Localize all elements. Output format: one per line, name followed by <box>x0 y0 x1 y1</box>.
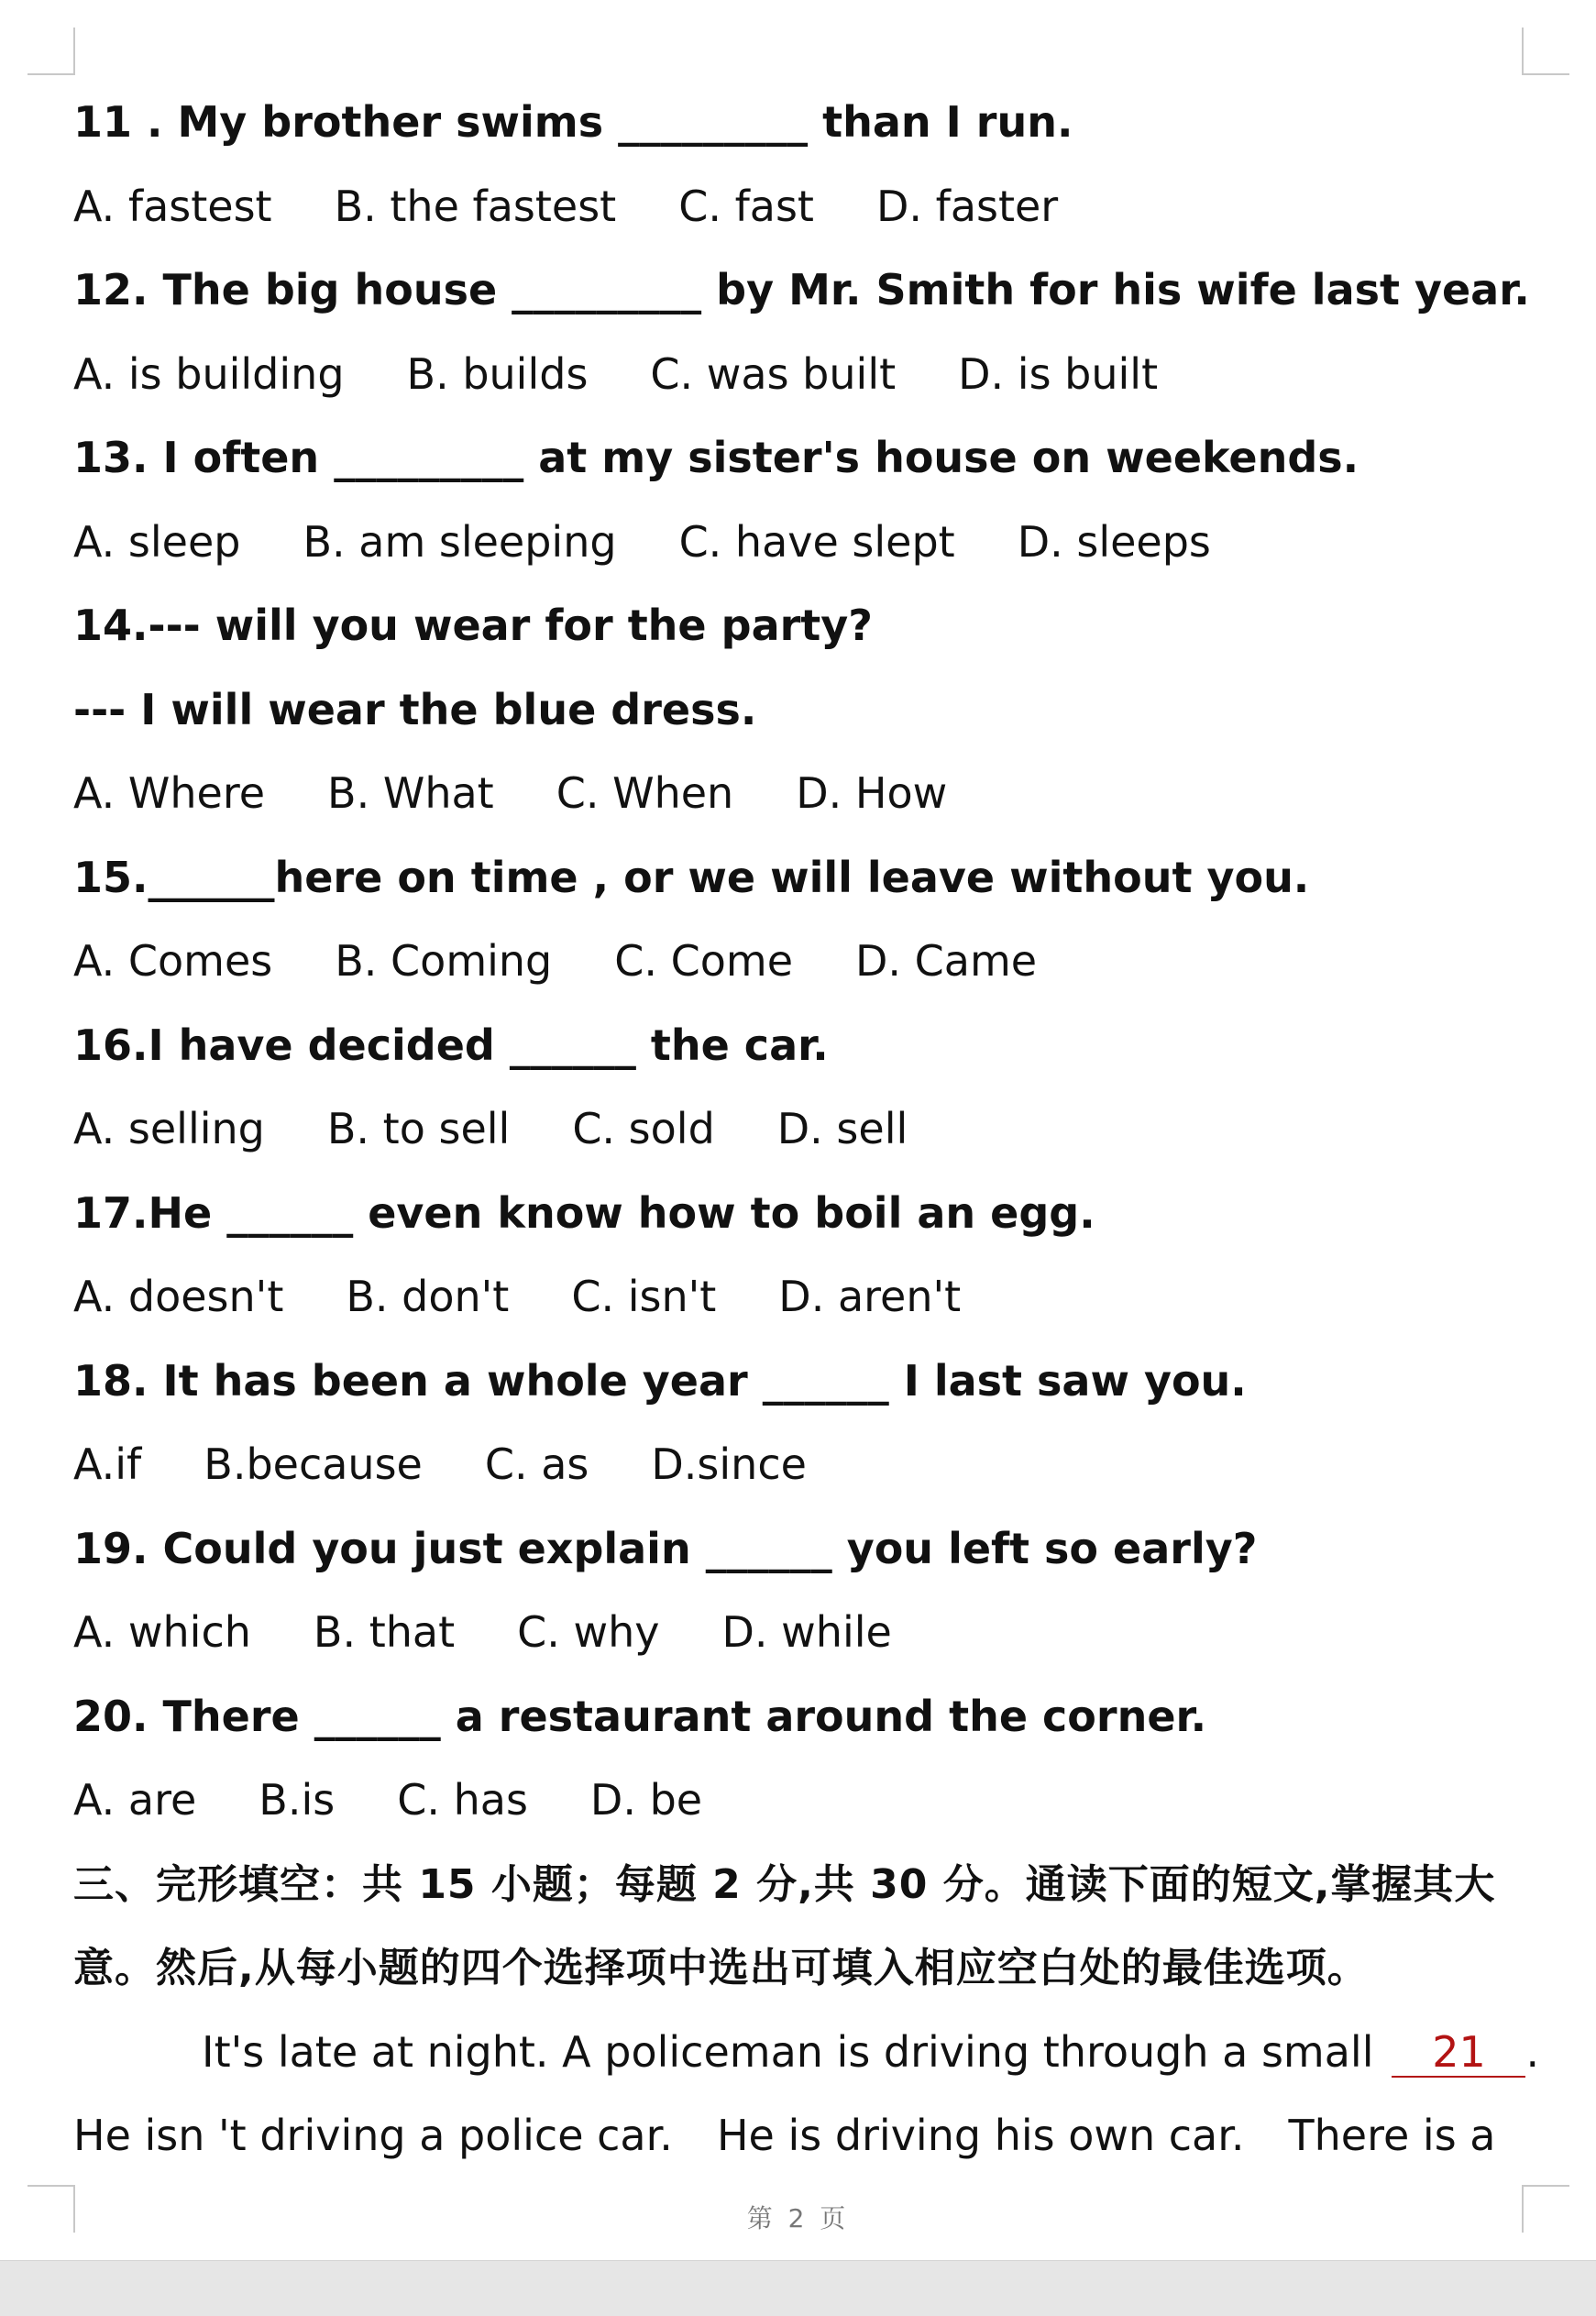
option-b: B. to sell <box>326 1104 511 1153</box>
option-d: D. faster <box>875 181 1059 231</box>
question-12-stem: 12. The big house _________ by Mr. Smith for his wife last year. <box>73 265 1530 314</box>
option-c: C. why <box>517 1607 660 1657</box>
option-a: A. Comes <box>73 936 273 986</box>
question-16-stem: 16.I have decided ______ the car. <box>73 1020 829 1070</box>
option-c: C. sold <box>572 1104 715 1153</box>
question-13-options <box>73 501 1540 585</box>
option-d: D.since <box>651 1439 807 1489</box>
passage-sentence-3: There is a <box>1288 2111 1496 2160</box>
question-11-stem: 11 . My brother swims _________ than I run. <box>73 97 1073 147</box>
section-3-heading-line-2: 意。然后,从每小题的四个选择项中选出可填入相应空白处的最佳选项。 <box>73 1945 1369 1991</box>
option-b: B. builds <box>406 348 589 399</box>
passage-text: It's late at night. A policeman is driving through a small <box>202 2026 1374 2077</box>
question-14-response: --- I will wear the blue dress. <box>73 684 757 734</box>
option-a: A. selling <box>73 1104 265 1153</box>
passage-line-2 <box>73 2094 1540 2178</box>
option-a: A. doesn't <box>73 1272 284 1321</box>
option-c: C. When <box>556 768 734 818</box>
question-17-options <box>73 1255 1540 1340</box>
question-18-options <box>73 1423 1540 1507</box>
question-14-stem: 14.--- will you wear for the party? <box>73 601 873 650</box>
section-3-heading-line-1: 三、完形填空：共 15 小题；每题 2 分,共 30 分。通读下面的短文,掌握其大 <box>73 1860 1496 1908</box>
option-a: A. fastest <box>73 181 272 231</box>
page-number: 第 2 页 <box>746 2203 850 2233</box>
question-20-stem: 20. There ______ a restaurant around the corner. <box>73 1691 1207 1741</box>
option-d: D. How <box>796 768 948 818</box>
option-c: C. has <box>397 1775 528 1825</box>
option-d: D. be <box>589 1775 703 1825</box>
option-b: B.is <box>259 1775 336 1825</box>
option-d: D. sell <box>776 1104 908 1153</box>
option-b: B. don't <box>346 1272 510 1321</box>
question-18-stem: 18. It has been a whole year ______ I last saw you. <box>73 1355 1247 1406</box>
option-c: C. Come <box>614 936 794 986</box>
cloze-blank-21: 21 <box>1392 2028 1525 2078</box>
question-15-options <box>73 920 1540 1004</box>
passage-period: . <box>1525 2026 1540 2077</box>
option-c: C. as <box>484 1439 589 1489</box>
option-b: B. Coming <box>335 936 553 986</box>
option-c: C. fast <box>678 181 814 231</box>
option-c: C. was built <box>650 348 897 399</box>
option-a: A. is building <box>73 348 345 399</box>
option-c: C. have slept <box>678 516 955 567</box>
page-content <box>73 81 1540 2178</box>
option-b: B. the fastest <box>334 181 617 231</box>
passage-sentence-2: He is driving his own car. <box>716 2111 1245 2160</box>
question-12-options <box>73 333 1540 417</box>
option-b: B. What <box>327 768 494 818</box>
question-20-options <box>73 1759 1540 1843</box>
option-b: B. am sleeping <box>303 516 617 567</box>
question-16-options <box>73 1087 1540 1172</box>
option-a: A. sleep <box>73 516 241 567</box>
option-d: D. sleeps <box>1017 516 1211 567</box>
option-a: A. Where <box>73 768 266 818</box>
passage-line-1 <box>73 2011 1540 2095</box>
option-d: D. while <box>721 1607 892 1657</box>
question-17-stem: 17.He ______ even know how to boil an egg. <box>73 1187 1095 1238</box>
question-14-options <box>73 752 1540 836</box>
option-d: D. Came <box>855 936 1038 986</box>
crop-mark-top-left <box>28 28 75 75</box>
option-b: B.because <box>204 1439 423 1489</box>
option-c: C. isn't <box>571 1272 717 1321</box>
passage-sentence-1: He isn 't driving a police car. <box>73 2111 673 2160</box>
question-11-options <box>73 165 1540 249</box>
option-d: D. aren't <box>778 1272 962 1321</box>
option-d: D. is built <box>958 348 1159 399</box>
option-a: A.if <box>73 1439 142 1489</box>
option-a: A. are <box>73 1775 197 1825</box>
option-a: A. which <box>73 1607 251 1657</box>
question-19-options <box>73 1591 1540 1675</box>
viewer-bottom-bar <box>0 2260 1596 2316</box>
option-b: B. that <box>313 1607 456 1657</box>
crop-mark-top-right <box>1522 28 1569 75</box>
question-15-stem: 15.______here on time , or we will leave without you. <box>73 852 1310 902</box>
question-19-stem: 19. Could you just explain ______ you left so early? <box>73 1523 1258 1573</box>
question-13-stem: 13. I often _________ at my sister's house on weekends. <box>73 433 1359 482</box>
